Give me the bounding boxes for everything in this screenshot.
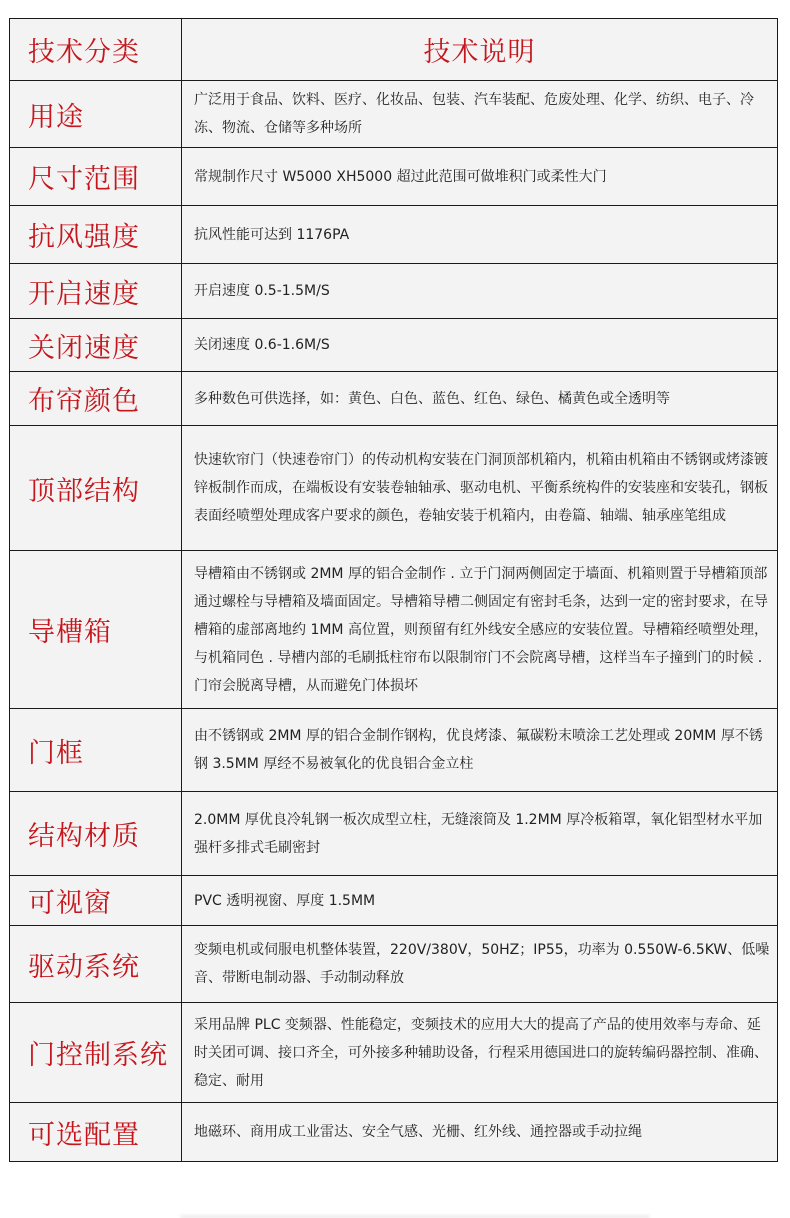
- row-description: 抗风性能可达到 1176PA: [182, 206, 778, 264]
- table-row: [10, 792, 778, 876]
- spec-table-body: [10, 81, 778, 1162]
- table-row: [10, 1003, 778, 1103]
- spec-table: [9, 18, 778, 1162]
- row-category: 关闭速度: [10, 319, 182, 372]
- table-row: [10, 709, 778, 792]
- row-description: 多种数色可供选择，如：黄色、白色、蓝色、红色、绿色、橘黄色或全透明等: [182, 372, 778, 426]
- row-description: 广泛用于食品、饮料、医疗、化妆品、包装、汽车装配、危废处理、化学、纺织、电子、冷冻、物流、仓储等多种场所: [182, 81, 778, 148]
- row-description: 关闭速度 0.6-1.6M/S: [182, 319, 778, 372]
- row-description: 采用品牌 PLC 变频器、性能稳定，变频技术的应用大大的提高了产品的使用效率与寿命、延时关团可调、接口齐全，可外接多种辅助设备，行程采用德国进口的旋转编码器控制、准确、稳定、耐用: [182, 1003, 778, 1103]
- row-category: 顶部结构: [10, 426, 182, 551]
- row-category: 开启速度: [10, 264, 182, 319]
- row-description: 由不锈钢或 2MM 厚的铝合金制作钢构，优良烤漆、氟碳粉末喷涂工艺处理或 20MM 厚不锈钢 3.5MM 厚经不易被氧化的优良铝合金立柱: [182, 709, 778, 792]
- table-row: [10, 926, 778, 1003]
- row-description: 开启速度 0.5-1.5M/S: [182, 264, 778, 319]
- row-category: 驱动系统: [10, 926, 182, 1003]
- header-category: 技术分类: [10, 19, 182, 81]
- row-category: 尺寸范围: [10, 148, 182, 206]
- table-row: [10, 148, 778, 206]
- row-category: 可视窗: [10, 876, 182, 926]
- row-description: 快速软帘门（快速卷帘门）的传动机构安装在门洞顶部机箱内，机箱由机箱由不锈钢或烤漆镀锌板制作而成，在端板设有安装卷轴轴承、驱动电机、平衡系统构件的安装座和安装孔，钢板表面经喷塑处理成客户要求的颜色，卷轴安装于机箱内，由卷篇、轴端、轴承座笔组成: [182, 426, 778, 551]
- table-header-row: [10, 19, 778, 81]
- table-row: [10, 264, 778, 319]
- table-row: [10, 372, 778, 426]
- table-row: [10, 426, 778, 551]
- table-row: [10, 1103, 778, 1162]
- row-description: 常规制作尺寸 W5000 XH5000 超过此范围可做堆积门或柔性大门: [182, 148, 778, 206]
- row-description: 地磁环、商用成工业雷达、安全气感、光栅、红外线、通控器或手动拉绳: [182, 1103, 778, 1162]
- row-category: 可选配置: [10, 1103, 182, 1162]
- row-category: 用途: [10, 81, 182, 148]
- row-category: 导槽箱: [10, 551, 182, 709]
- row-category: 布帘颜色: [10, 372, 182, 426]
- row-category: 门框: [10, 709, 182, 792]
- row-category: 结构材质: [10, 792, 182, 876]
- bottom-shadow-divider: [180, 1214, 650, 1218]
- row-category: 抗风强度: [10, 206, 182, 264]
- table-row: [10, 551, 778, 709]
- row-category: 门控制系统: [10, 1003, 182, 1103]
- row-description: 变频电机或伺服电机整体装置，220V/380V，50HZ；IP55，功率为 0.550W-6.5KW、低噪音、带断电制动器、手动制动释放: [182, 926, 778, 1003]
- row-description: PVC 透明视窗、厚度 1.5MM: [182, 876, 778, 926]
- table-row: [10, 319, 778, 372]
- header-description: 技术说明: [182, 19, 778, 81]
- row-description: 导槽箱由不锈钢或 2MM 厚的铝合金制作 . 立于门洞两侧固定于墙面、机箱则置于导槽箱顶部通过螺栓与导槽箱及墙面固定。导槽箱导槽二侧固定有密封毛条，达到一定的密封要求，在导槽箱的虚部离地约 1MM 高位置，则预留有红外线安全感应的安装位置。导槽箱经喷塑处理，与机箱同色 . 导槽内部的毛刷抵柱帘布以限制帘门不会院离导槽，这样当车子撞到门的时候 . 门帘会脱离导槽，从而避免门体损坏: [182, 551, 778, 709]
- table-row: [10, 876, 778, 926]
- table-row: [10, 206, 778, 264]
- row-description: 2.0MM 厚优良冷轧钢一板次成型立柱，无缝滚筒及 1.2MM 厚冷板箱罩，氧化铝型材水平加强杆多排式毛刷密封: [182, 792, 778, 876]
- table-row: [10, 81, 778, 148]
